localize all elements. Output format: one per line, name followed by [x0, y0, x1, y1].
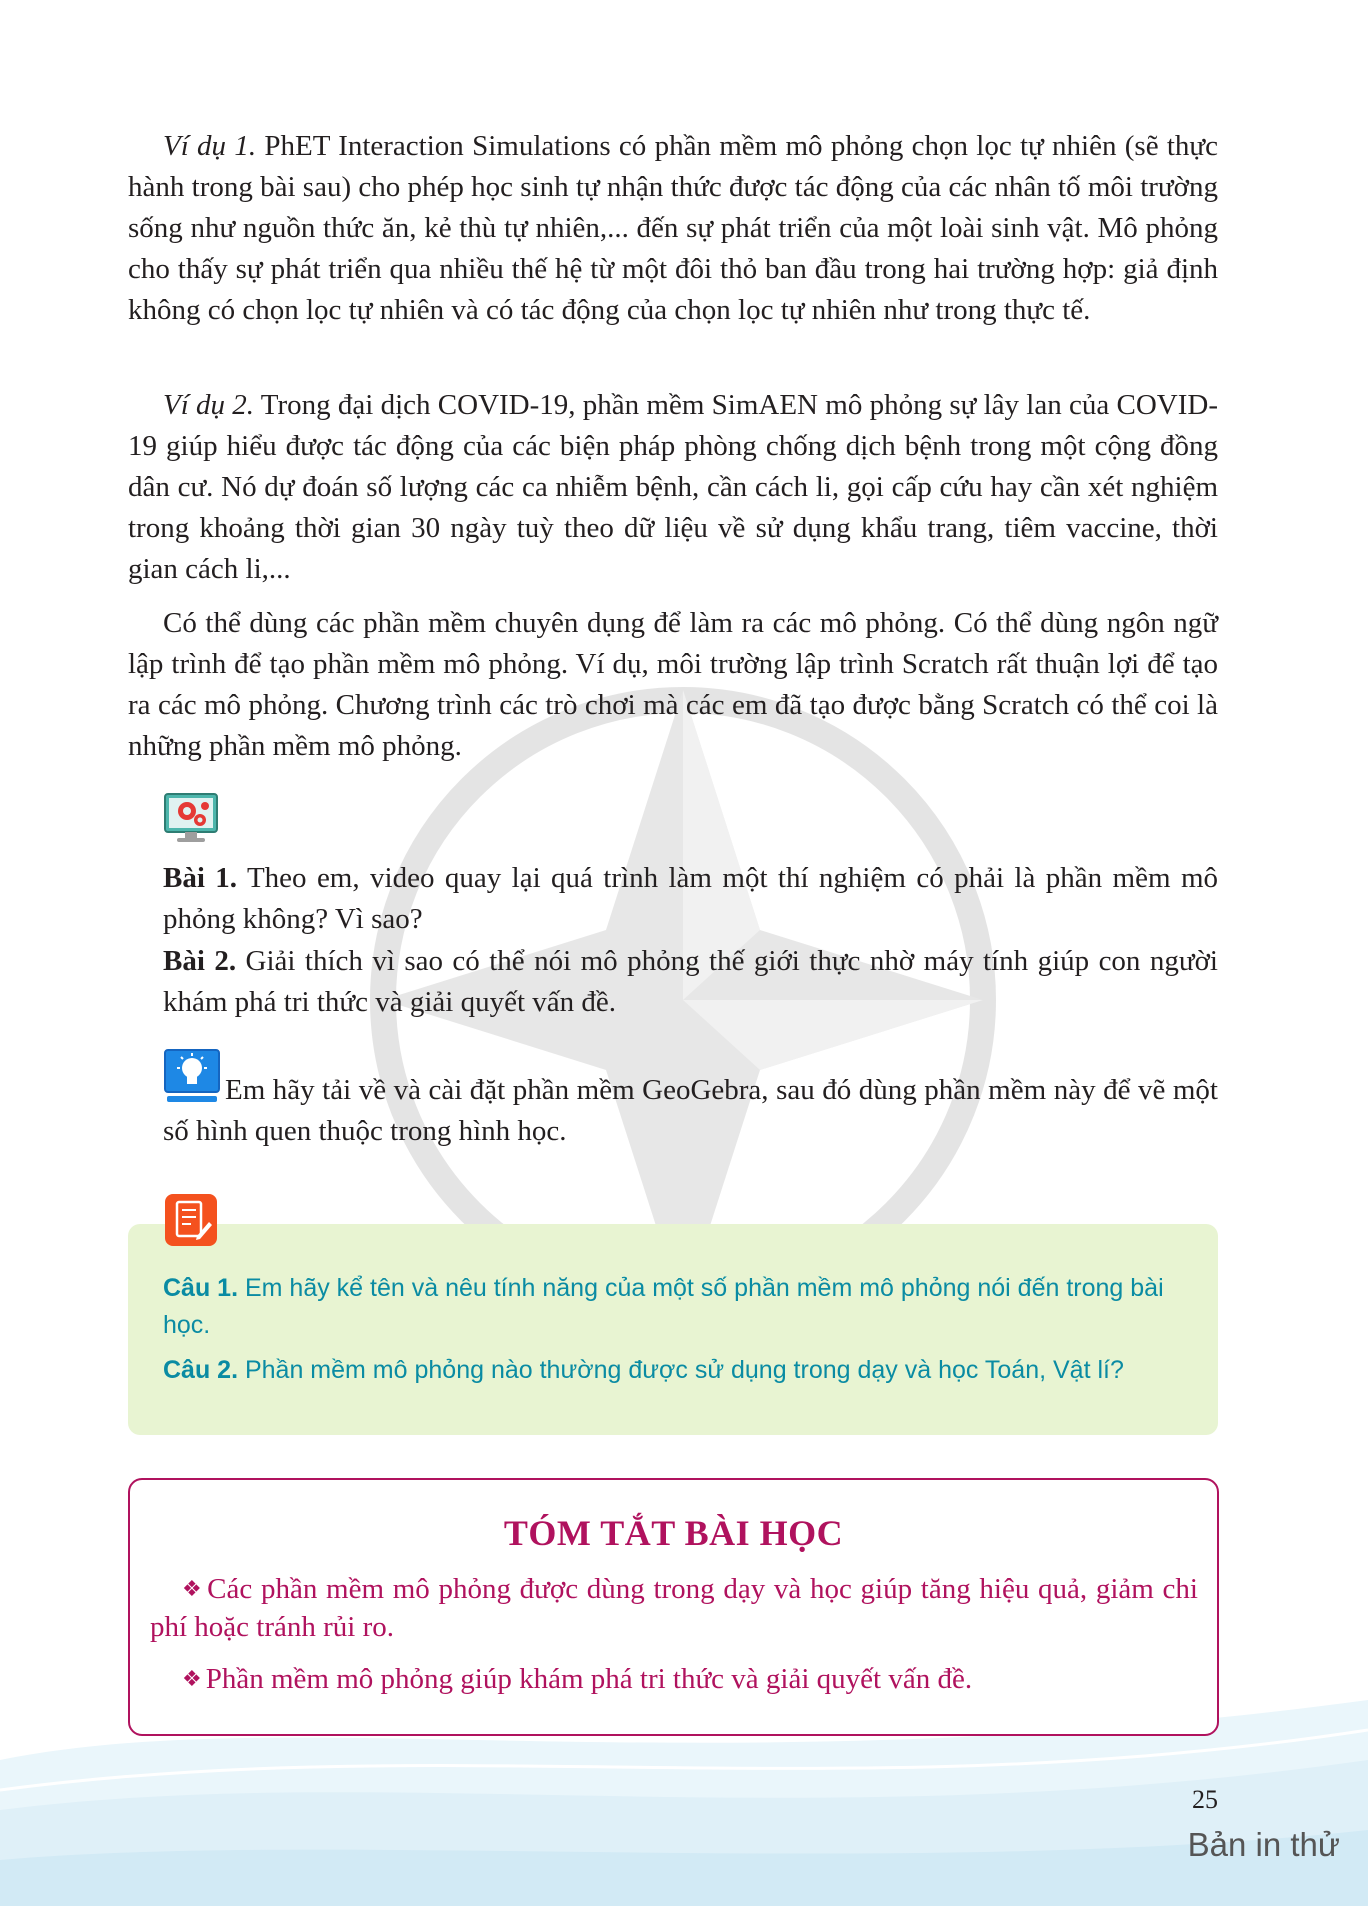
exercise-2-text: Giải thích vì sao có thể nói mô phỏng thế giới thực nhờ máy tính giúp con người khám phá tri thức và giải quyết vấn đề. — [163, 945, 1218, 1018]
proof-label: Bản in thử — [1187, 1826, 1340, 1863]
example-2-paragraph — [128, 385, 1218, 590]
page-number: 25 — [1192, 1785, 1218, 1814]
exercise-2 — [163, 941, 1218, 1023]
question-2-text: Phần mềm mô phỏng nào thường được sử dụng trong dạy và học Toán, Vật lí? — [238, 1356, 1124, 1384]
exercise-2-label: Bài 2. — [163, 945, 237, 977]
diamond-bullet-icon: ❖ — [182, 1666, 202, 1691]
question-1-label: Câu 1. — [163, 1274, 239, 1302]
summary-item-1 — [150, 1570, 1198, 1646]
diamond-bullet-icon: ❖ — [182, 1576, 204, 1601]
exercise-1-text: Theo em, video quay lại quá trình làm một thí nghiệm có phải là phần mềm mô phỏng không? Vì sao? — [163, 862, 1218, 935]
gear-monitor-icon — [163, 792, 219, 844]
question-1 — [163, 1270, 1203, 1344]
example-1-label: Ví dụ 1. — [163, 130, 257, 162]
summary-item-2 — [150, 1660, 1198, 1698]
example-2-label: Ví dụ 2. — [163, 389, 255, 421]
example-1-text: PhET Interaction Simulations có phần mềm mô phỏng chọn lọc tự nhiên (sẽ thực hành trong bài sau) cho phép học sinh tự nhận thức được tác động của các nhân tố môi trường sống như nguồn thức ăn, kẻ thù tự nhiên,... đến sự phát triển của một loài sinh vật. Mô phỏng cho thấy sự phát triển qua nhiều thế hệ từ một đôi thỏ ban đầu trong hai trường hợp: giả định không có chọn lọc tự nhiên và có tác động của chọn lọc tự nhiên như trong thực tế. — [128, 130, 1218, 326]
example-2-text: Trong đại dịch COVID-19, phần mềm SimAEN mô phỏng sự lây lan của COVID-19 giúp hiểu được tác động của các biện pháp phòng chống dịch bệnh trong một cộng đồng dân cư. Nó dự đoán số lượng các ca nhiễm bệnh, cần cách li, gọi cấp cứu hay cần xét nghiệm trong khoảng thời gian 30 ngày tuỳ theo dữ liệu về sử dụng khẩu trang, tiêm vaccine, thời gian cách li,... — [128, 389, 1218, 585]
summary-title: TÓM TẮT BÀI HỌC — [503, 1513, 844, 1553]
exercise-1-label: Bài 1. — [163, 862, 238, 894]
summary-item-2-text: Phần mềm mô phỏng giúp khám phá tri thức và giải quyết vấn đề. — [205, 1663, 973, 1695]
question-2-label: Câu 2. — [163, 1356, 239, 1384]
scratch-paragraph: Có thể dùng các phần mềm chuyên dụng để làm ra các mô phỏng. Có thể dùng ngôn ngữ lập trình để tạo phần mềm mô phỏng. Ví dụ, môi trường lập trình Scratch rất thuận lợi để tạo ra các mô phỏng. Chương trình các trò chơi mà các em đã tạo được bằng Scratch có thể coi là những phần mềm mô phỏng. — [128, 607, 1218, 762]
checklist-pencil-icon — [163, 1192, 219, 1248]
apply-activity-text: Em hãy tải về và cài đặt phần mềm GeoGebra, sau đó dùng phần mềm này để vẽ một số hình quen thuộc trong hình học. — [163, 1074, 1218, 1147]
question-2 — [163, 1352, 1203, 1389]
exercise-1 — [163, 858, 1218, 940]
question-1-text: Em hãy kể tên và nêu tính năng của một số phần mềm mô phỏng nói đến trong bài học. — [163, 1274, 1164, 1339]
summary-item-1-text: Các phần mềm mô phỏng được dùng trong dạy và học giúp tăng hiệu quả, giảm chi phí hoặc tránh rủi ro. — [150, 1573, 1198, 1643]
example-1-paragraph — [128, 126, 1218, 331]
